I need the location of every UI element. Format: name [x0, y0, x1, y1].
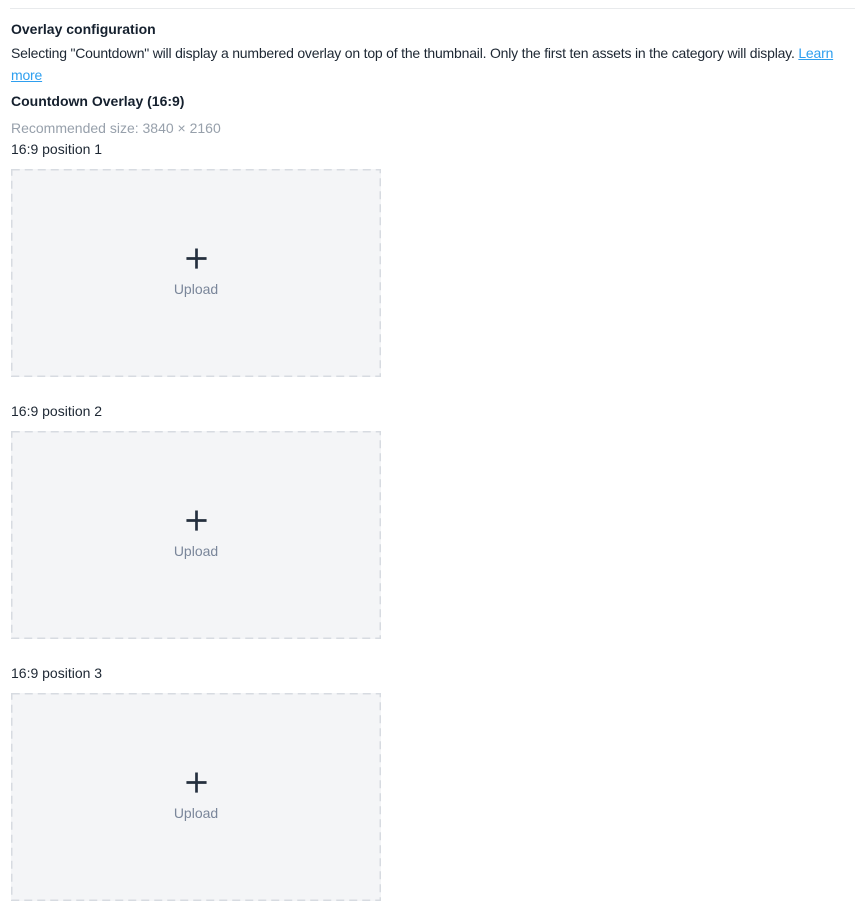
upload-group-position-2: [11, 401, 855, 639]
section-title: Overlay configuration: [11, 21, 156, 37]
upload-group-position-3: [11, 663, 855, 901]
section-content: [11, 19, 855, 901]
upload-label: Upload: [173, 280, 219, 297]
upload-label: Upload: [173, 804, 219, 821]
section-description-text: Selecting "Countdown" will display a numbered overlay on top of the thumbnail. Only the first ten assets in the category will display.: [11, 45, 795, 61]
dropzone-inner: [11, 169, 381, 377]
position-label: 16:9 position 3: [11, 665, 103, 681]
upload-group-position-1: [11, 139, 855, 377]
position-label: 16:9 position 1: [11, 141, 103, 157]
plus-icon: [185, 771, 208, 794]
recommended-size-text: Recommended size: 3840 × 2160: [11, 120, 221, 136]
learn-more-link[interactable]: Learn more: [11, 45, 834, 83]
plus-icon: [185, 247, 208, 270]
upload-dropzone-position-1[interactable]: [11, 169, 381, 377]
upload-dropzone-position-3[interactable]: [11, 693, 381, 901]
dropzone-inner: [11, 693, 381, 901]
position-label: 16:9 position 2: [11, 403, 103, 419]
overlay-heading: Countdown Overlay (16:9): [11, 93, 185, 109]
plus-icon: [185, 509, 208, 532]
upload-label: Upload: [173, 542, 219, 559]
section-divider: [10, 8, 855, 9]
section-description: [11, 42, 835, 86]
dropzone-inner: [11, 431, 381, 639]
upload-dropzone-position-2[interactable]: [11, 431, 381, 639]
